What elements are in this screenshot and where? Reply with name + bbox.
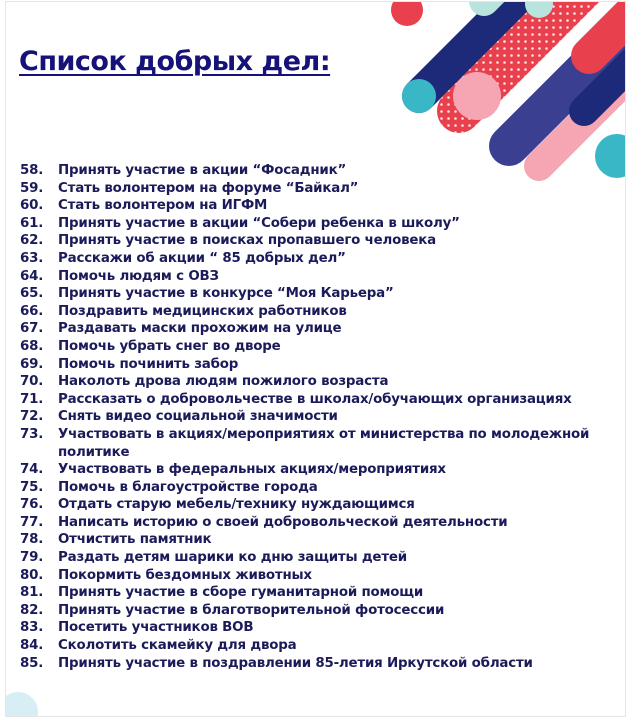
item-number: 77. <box>20 514 44 530</box>
item-number: 82. <box>20 602 44 618</box>
list-item <box>20 285 620 303</box>
list-item <box>20 461 620 479</box>
item-text: Покормить бездомных животных <box>58 567 312 583</box>
item-text: Принять участие в акции “Фосадник” <box>58 163 347 178</box>
list-item <box>20 232 620 250</box>
item-number: 85. <box>20 655 44 671</box>
item-text: Принять участие в сборе гуманитарной помощи <box>58 585 424 601</box>
item-number: 83. <box>20 620 44 636</box>
list-item <box>20 268 620 286</box>
item-text: Помочь починить забор <box>58 356 239 372</box>
item-number: 68. <box>20 338 44 354</box>
list-item <box>20 496 620 514</box>
list-item <box>20 320 620 338</box>
item-number: 80. <box>20 567 44 583</box>
item-number: 62. <box>20 233 44 249</box>
list-item <box>20 479 620 497</box>
list-item <box>20 373 620 391</box>
list-item <box>20 426 620 461</box>
item-text: Принять участие в благотворительной фотосессии <box>58 602 445 618</box>
list-item <box>20 602 620 620</box>
item-number: 75. <box>20 479 44 495</box>
item-number: 81. <box>20 585 44 601</box>
list-item <box>20 215 620 233</box>
item-number: 61. <box>20 215 44 231</box>
item-number: 63. <box>20 250 44 266</box>
list-item <box>20 197 620 215</box>
item-number: 67. <box>20 321 44 337</box>
item-number: 79. <box>20 550 44 566</box>
item-text: Рассказать о добровольчестве в школах/обучающих организациях <box>58 391 572 407</box>
item-text: Помочь людям с ОВЗ <box>58 268 219 284</box>
item-text: Снять видео социальной значимости <box>58 409 338 425</box>
list-item <box>20 162 620 180</box>
list-item <box>20 408 620 426</box>
item-text: Стать волонтером на ИГФМ <box>58 198 268 214</box>
item-number: 71. <box>20 391 44 407</box>
item-number: 72. <box>20 409 44 425</box>
item-text: Сколотить скамейку для двора <box>58 638 297 654</box>
item-number: 60. <box>20 198 44 214</box>
item-text: Стать волонтером на форуме “Байкал” <box>58 180 359 196</box>
list-item <box>20 338 620 356</box>
item-text: Посетить участников ВОВ <box>58 620 254 636</box>
item-number: 64. <box>20 268 44 284</box>
item-number: 76. <box>20 497 44 513</box>
list-item <box>20 356 620 374</box>
item-number: 84. <box>20 638 44 654</box>
list-item <box>20 303 620 321</box>
item-text: Принять участие в поздравлении 85-летия Иркутской области <box>58 655 533 671</box>
item-text: Участвовать в федеральных акциях/мероприятиях <box>58 462 446 478</box>
item-number: 69. <box>20 356 44 372</box>
list-item <box>20 619 620 637</box>
item-text: Расскажи об акции “ 85 добрых дел” <box>58 250 346 266</box>
list-item <box>20 549 620 567</box>
good-deeds-list <box>20 162 620 672</box>
list-item <box>20 584 620 602</box>
item-number: 78. <box>20 532 44 548</box>
decorative-circle <box>6 692 38 716</box>
item-text: Принять участие в акции “Собери ребенка в школу” <box>58 215 460 231</box>
list-item <box>20 637 620 655</box>
item-text: Отдать старую мебель/технику нуждающимся <box>58 497 415 513</box>
list-item <box>20 180 620 198</box>
item-text: Помочь убрать снег во дворе <box>58 338 281 354</box>
item-number: 73. <box>20 426 44 442</box>
document-page <box>6 2 625 716</box>
item-number: 66. <box>20 303 44 319</box>
list-item <box>20 655 620 673</box>
item-number: 74. <box>20 462 44 478</box>
item-number: 70. <box>20 374 44 390</box>
item-text: Участвовать в акциях/мероприятиях от министерства по молодежной политике <box>58 426 590 460</box>
item-text: Принять участие в поисках пропавшего человека <box>58 233 436 249</box>
item-text: Раздавать маски прохожим на улице <box>58 321 342 337</box>
item-text: Помочь в благоустройстве города <box>58 479 318 495</box>
list-item <box>20 567 620 585</box>
list-item <box>20 531 620 549</box>
page-title: Список добрых дел: <box>19 46 331 77</box>
item-number: 58. <box>20 163 44 178</box>
list-item <box>20 391 620 409</box>
item-number: 65. <box>20 286 44 302</box>
item-text: Принять участие в конкурсе “Моя Карьера” <box>58 286 394 302</box>
list-item <box>20 514 620 532</box>
item-text: Поздравить медицинских работников <box>58 303 347 319</box>
list-item <box>20 250 620 268</box>
item-text: Наколоть дрова людям пожилого возраста <box>58 374 389 390</box>
item-number: 59. <box>20 180 44 196</box>
item-text: Раздать детям шарики ко дню защиты детей <box>58 550 407 566</box>
item-text: Написать историю о своей добровольческой деятельности <box>58 514 508 530</box>
item-text: Отчистить памятник <box>58 532 212 548</box>
